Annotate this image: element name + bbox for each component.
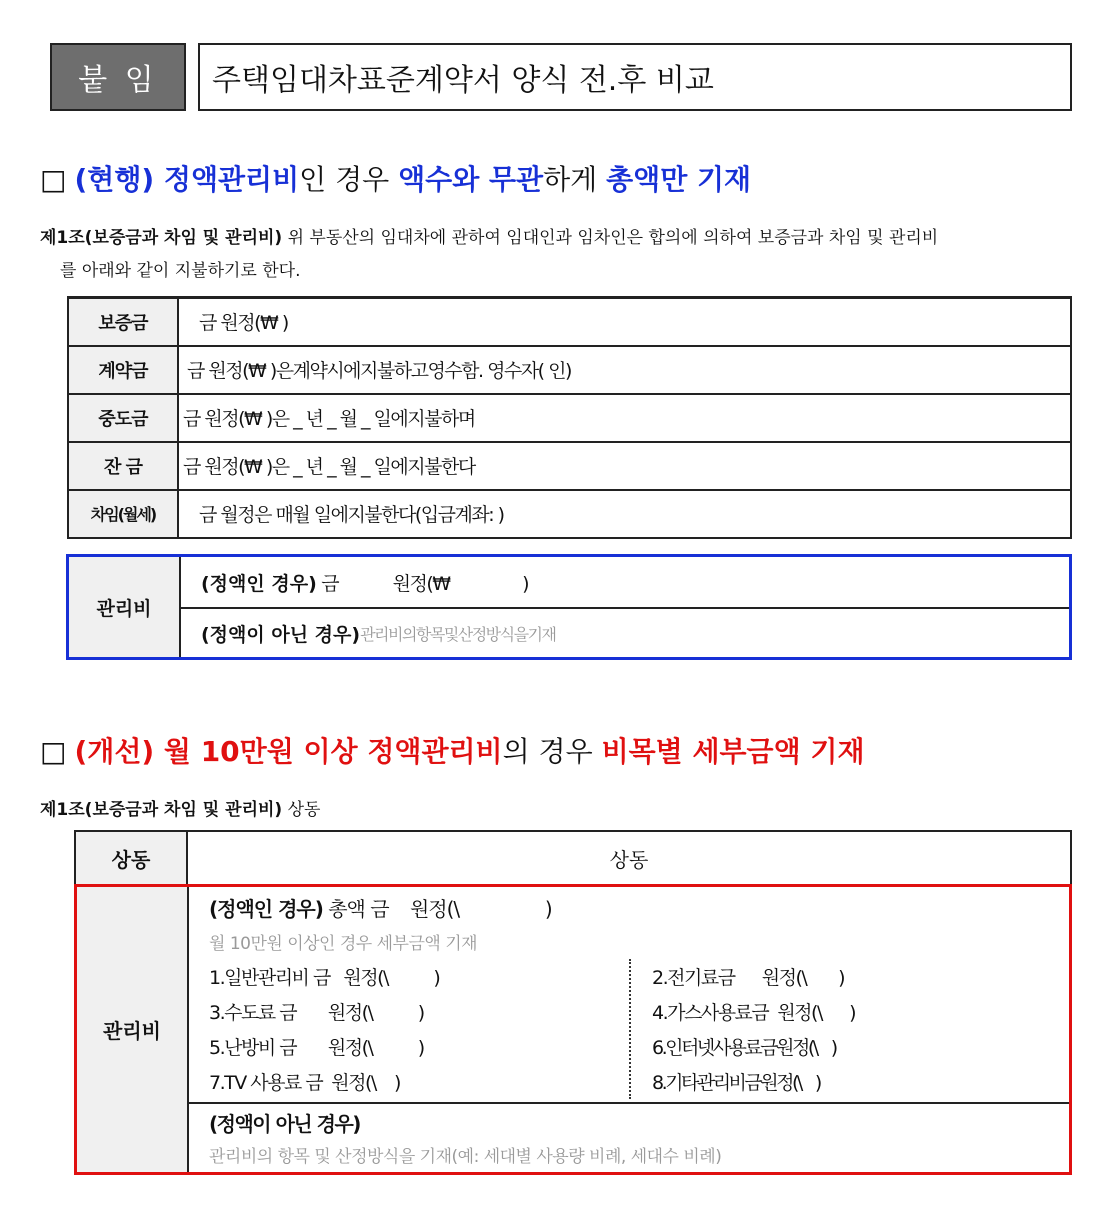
improved-fee-box [74, 884, 1072, 1175]
fee-variable-label: (정액이 아닌 경우) [209, 1112, 360, 1136]
heading-part: 의 경우 [502, 735, 602, 768]
fee-variable-label: (정액이 아닌 경우) [201, 623, 361, 646]
article-body: 상동 [282, 800, 321, 820]
row-label: 계약금 [68, 346, 178, 394]
article-title: 제1조(보증금과 차임 및 관리비) [40, 800, 283, 820]
current-payment-table [67, 296, 1072, 539]
fee-item: 4.가스사용료금 원정(\ ) [652, 1002, 856, 1024]
fee-label: 관리비 [77, 887, 189, 1172]
fee-item: 8.기타관리비금원정(\ ) [652, 1072, 820, 1094]
document-title: 주택임대차표준계약서 양식 전.후 비교 [198, 43, 1072, 111]
row-value: 금 원정(₩ ) [178, 298, 1071, 346]
fee-item: 2.전기료금 원정(\ ) [652, 967, 844, 989]
article1-text [40, 222, 938, 288]
fee-label: 관리비 [69, 557, 181, 657]
fee-fixed-row [181, 557, 1069, 609]
row-label: 차임(월세) [68, 490, 178, 538]
section2-heading [40, 730, 865, 770]
heading-part: 총액만 기재 [606, 163, 752, 196]
table-row [68, 490, 1071, 538]
fee-fixed-cell [189, 887, 1069, 1104]
heading-part: 액수와 무관 [398, 163, 544, 196]
article-body: 위 부동산의 임대차에 관하여 임대인과 임차인은 합의에 의하여 보증금과 차임 및 관리비 [282, 228, 939, 248]
table-row [68, 346, 1071, 394]
row-value: 금 원정(₩ )은 _ 년 _ 월 _ 일에지불한다 [178, 442, 1071, 490]
checkbox-glyph: □ [40, 163, 67, 196]
row-label: 보증금 [68, 298, 178, 346]
column-divider [629, 959, 631, 1099]
fee-variable-cell [189, 1104, 1069, 1172]
fee-item: 7.TV 사용료 금 원정(\ ) [209, 1072, 400, 1094]
row-value: 금 원정(₩ )은 _ 년 _ 월 _ 일에지불하며 [178, 394, 1071, 442]
fee-variable-note: 관리비의 항목 및 산정방식을 기재(예: 세대별 사용량 비례, 세대수 비례) [209, 1147, 722, 1167]
attachment-tag: 붙 임 [50, 43, 186, 111]
row-label: 상동 [76, 832, 188, 884]
fee-item: 3.수도료 금 원정(\ ) [209, 1002, 424, 1024]
heading-part: 인 경우 [299, 163, 399, 196]
fee-variable-row [181, 608, 1069, 658]
checkbox-glyph: □ [40, 735, 67, 768]
article2-text [40, 794, 320, 827]
current-fee-box [66, 554, 1072, 660]
fee-item: 5.난방비 금 원정(\ ) [209, 1037, 424, 1059]
fee-variable-note: 관리비의항목및산정방식을기재 [360, 624, 556, 644]
article-title: 제1조(보증금과 차임 및 관리비) [40, 228, 283, 248]
table-row [68, 298, 1071, 346]
heading-part: (개선) 월 10만원 이상 정액관리비 [74, 735, 503, 768]
fee-item: 1.일반관리비 금 원정(\ ) [209, 967, 440, 989]
article-body-cont: 를 아래와 같이 지불하기로 한다. [60, 261, 301, 281]
fee-fixed-label: (정액인 경우) [209, 897, 323, 921]
heading-part: 비목별 세부금액 기재 [601, 735, 865, 768]
table-row [68, 394, 1071, 442]
fee-item: 6.인터넷사용료금원정(\ ) [652, 1037, 836, 1059]
table-row [68, 442, 1071, 490]
row-value: 상동 [609, 847, 649, 872]
row-label: 중도금 [68, 394, 178, 442]
fee-fixed-label: (정액인 경우) [201, 572, 317, 595]
fee-fixed-value: 금 원정(₩ ) [316, 572, 529, 595]
detail-note: 월 10만원 이상인 경우 세부금액 기재 [209, 934, 478, 954]
row-value: 금 월정은 매월 일에지불한다(입금계좌: ) [178, 490, 1071, 538]
section1-heading [40, 158, 751, 198]
row-label: 잔 금 [68, 442, 178, 490]
fee-fixed-value: 총액 금 원정(\ ) [322, 897, 552, 921]
heading-part: 하게 [543, 163, 607, 196]
row-value: 금 원정(₩ )은계약시에지불하고영수함. 영수자( 인) [178, 346, 1071, 394]
heading-part: (현행) 정액관리비 [74, 163, 300, 196]
fee-fixed-line [209, 893, 552, 922]
improved-header-row [74, 830, 1072, 886]
